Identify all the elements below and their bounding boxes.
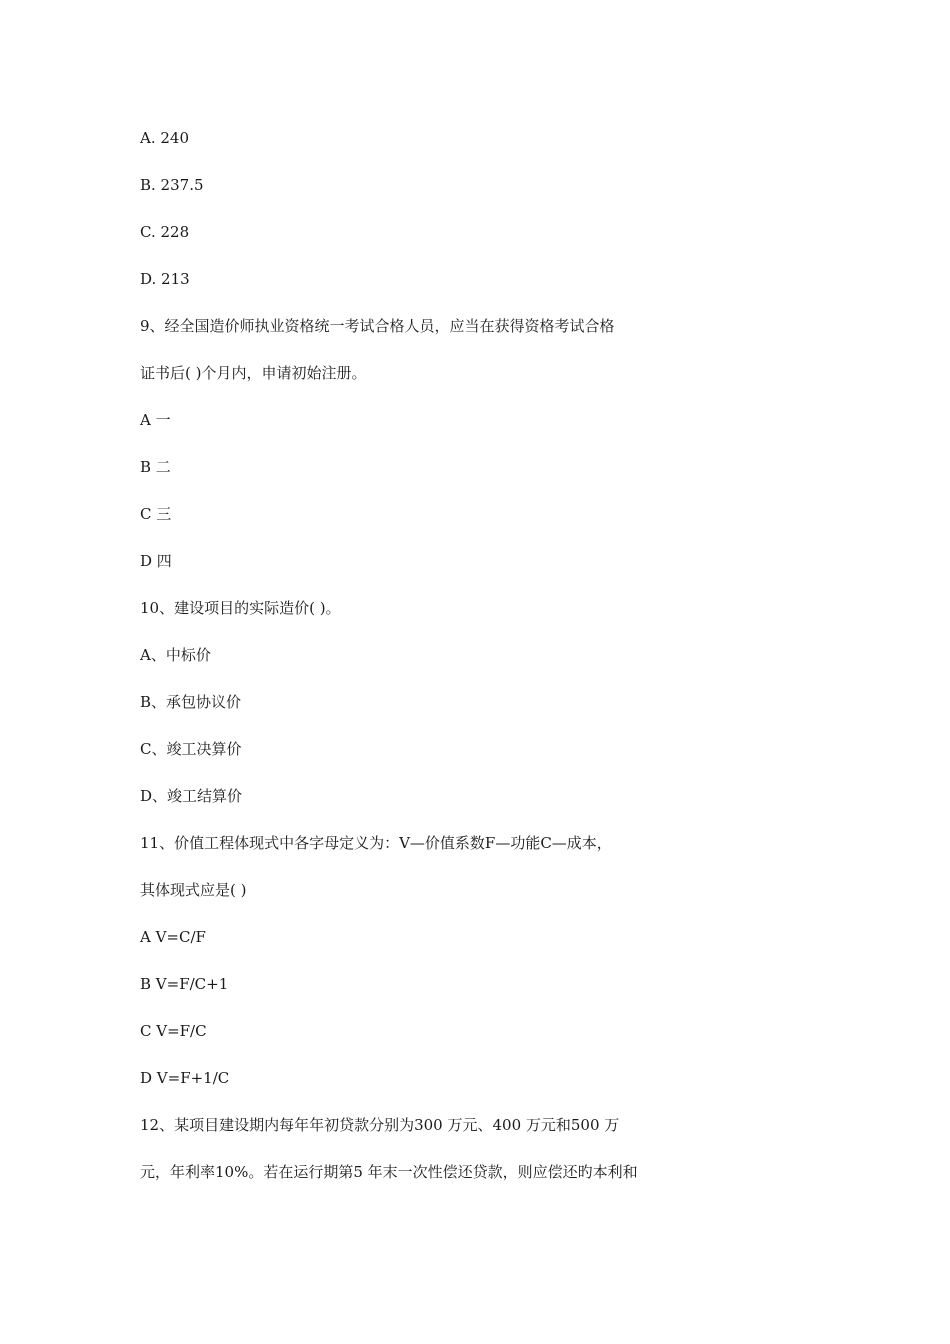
option-a-q8: A. 240 [140,129,189,147]
option-c-q9: C 三 [140,505,172,523]
option-b-q9: B 二 [140,458,171,476]
question-10: 10、建设项目的实际造价( )。 [140,599,341,617]
option-a-q11: A V=C/F [140,928,206,946]
option-c-q8: C. 228 [140,223,190,241]
option-b-q11: B V=F/C+1 [140,975,229,993]
option-d-q10: D、竣工结算价 [140,787,243,805]
option-c-q11: C V=F/C [140,1022,207,1040]
question-12-line-2: 元，年利率10%。若在运行期第5 年末一次性偿还贷款，则应偿还旳本利和 [140,1163,638,1181]
question-9-line-2: 证书后( )个月内，申请初始注册。 [140,364,367,382]
option-c-q10: C、竣工决算价 [140,740,242,758]
option-b-q10: B、承包协议价 [140,693,242,711]
option-d-q11: D V=F+1/C [140,1069,230,1087]
option-a-q10: A、中标价 [140,646,211,664]
option-d-q9: D 四 [140,552,172,570]
question-12-line-1: 12、某项目建设期内每年年初贷款分别为300 万元、400 万元和500 万 [140,1116,620,1134]
option-d-q8: D. 213 [140,270,190,288]
option-b-q8: B. 237.5 [140,176,204,194]
option-a-q9: A 一 [140,411,171,429]
question-11-line-2: 其体现式应是( ) [140,881,247,899]
question-9-line-1: 9、经全国造价师执业资格统一考试合格人员，应当在获得资格考试合格 [140,317,615,335]
question-11-line-1: 11、价值工程体现式中各字母定义为：V—价值系数F—功能C—成本， [140,834,612,852]
